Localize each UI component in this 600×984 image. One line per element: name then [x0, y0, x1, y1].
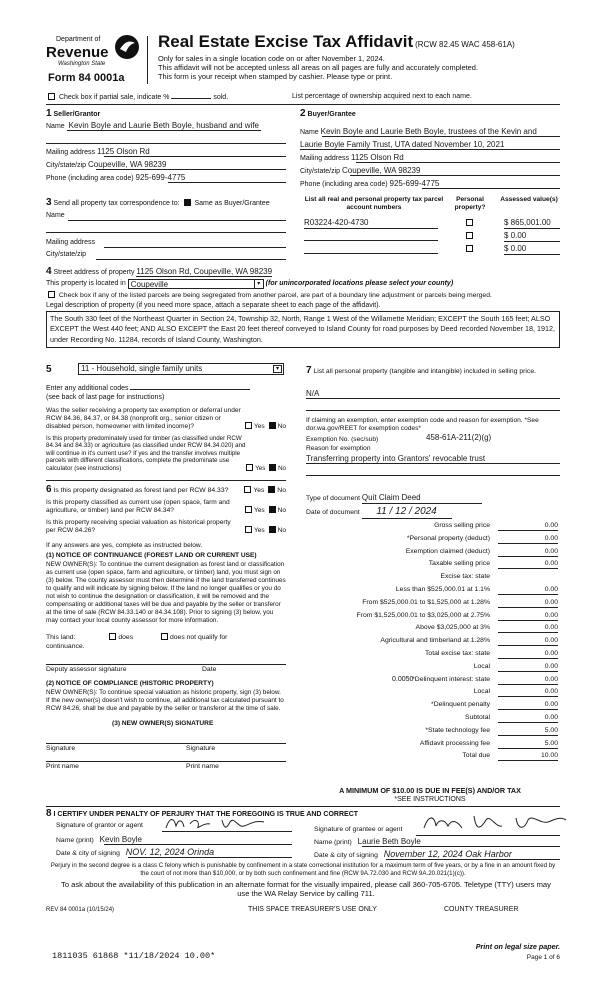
tax-row-label: Total due [462, 752, 490, 760]
owner-print-label-1: Print name [46, 763, 79, 770]
assessed-value[interactable]: $ 0.00 [504, 244, 560, 255]
assessed-value[interactable]: $ 0.00 [504, 231, 560, 242]
section3-num: 3 [46, 197, 52, 208]
partial-pct-field[interactable] [171, 98, 211, 99]
exemption-question-text: Was the seller receiving a property tax exemption or deferral under RCW 84.36, 84.37, or 84.38 (nonprofit org., senior citizen or disabled person, homeowner with limited income)? [46, 407, 241, 430]
tax-row [300, 676, 558, 686]
buyer-city-label: City/state/zip [300, 168, 341, 175]
buyer-heading [300, 108, 356, 120]
current-use-question [46, 499, 286, 515]
tax-row-value[interactable]: 0.00 [498, 676, 558, 685]
section6-num: 6 [46, 484, 52, 495]
header-note-1: Only for sales in a single location code on or after November 1, 2024. [158, 54, 385, 63]
grantee-signature-label: Signature of grantee or agent [314, 826, 403, 833]
located-label: This property is located in [46, 280, 126, 287]
perjury-notice: Perjury in the second degree is a class C felony which is punishable by confinement in a state correctional institution for a maximum term of five years, or by a fine in an amount fixed by the court of not more than $10,000, or by both such confinement and fine (RCW 9A.72.030 and RCW 9A.20.021(1)(c)). [50, 862, 556, 877]
grantee-date-label: Date & city of signing [314, 852, 378, 859]
s3-city-label: City/state/zip [46, 251, 87, 258]
forest-no-checkbox[interactable] [268, 486, 275, 493]
seller-phone-field[interactable]: 925-699-4775 [135, 173, 186, 182]
reason-field[interactable]: Transferring property into Grantors' revocable trust [306, 454, 486, 463]
buyer-name-label: Name [300, 129, 319, 136]
no-label: No [277, 526, 286, 534]
tax-row-value[interactable]: 0.00 [498, 548, 558, 557]
buyer-title: Buyer/Grantee [307, 111, 356, 118]
seller-num: 1 [46, 108, 52, 119]
doc-date-row [306, 506, 452, 519]
personal-property-value[interactable]: N/A [306, 389, 320, 398]
notice1-body: NEW OWNER(S): To continue the current designation as forest land or classification as current use (open space, farm and agriculture, or timber) land, you must sign on (3) below. The county assessor must then determine if the land transferred continues to qualify and will indicate by signing below. If the land no longer qualifies or you do not wish to continue the designation or classification, it will be removed and the compensating or additional taxes will be due and payable by the seller or transferor at the time of sale (RCW 84.33.140 or 84.34.108). Prior to signing (3) below, you may contact your local county assessor for more information. [46, 561, 286, 624]
buyer-num: 2 [300, 108, 306, 119]
doc-date-label: Date of document [306, 509, 360, 516]
tax-row-value[interactable]: 0.00 [498, 599, 558, 608]
tax-row [300, 637, 558, 647]
tax-row-value[interactable]: 0.00 [498, 701, 558, 710]
section5-num: 5 [46, 364, 52, 375]
historic-no-checkbox[interactable] [269, 526, 276, 533]
section6-intro: If any answers are yes, complete as instructed below. [46, 542, 203, 549]
seller-heading [46, 108, 100, 120]
q2-no-checkbox[interactable] [269, 464, 276, 471]
location-value: Coupeville [130, 280, 169, 289]
doc-date-field[interactable]: 11 / 12 / 2024 [362, 506, 452, 519]
tax-row-value[interactable]: 0.00 [498, 637, 558, 646]
buyer-mailing-field[interactable]: 1125 Olson Rd [350, 153, 404, 162]
tax-row-value[interactable]: 0.00 [498, 663, 558, 672]
parcel-row-1 [304, 218, 560, 229]
grantee-date-field[interactable]: November 12, 2024 Oak Harbor [383, 849, 512, 859]
partial-sold-label: sold. [213, 94, 229, 101]
tax-row-value[interactable]: 5.00 [498, 740, 558, 749]
local-rate: 0.0050 [392, 676, 414, 683]
tax-row-value[interactable]: 0.00 [498, 535, 558, 544]
treasurer-use-label: THIS SPACE TREASURER'S USE ONLY [248, 906, 377, 913]
tax-row-label: Total excise tax: state [425, 650, 490, 657]
recording-stamp: 1811035 61868 *11/18/2024 10.00* [52, 951, 216, 961]
tax-row-value[interactable] [498, 573, 558, 582]
seller-name-field[interactable]: Kevin Boyle and Laurie Beth Boyle, husband and wife [68, 121, 259, 130]
tax-row [300, 535, 558, 545]
buyer-name-line1[interactable]: Kevin Boyle and Laurie Beth Boyle, trustees of the Kevin and [320, 127, 537, 136]
revision-label: REV 84 0001a (10/15/24) [46, 907, 115, 913]
personal-col-header: Personal property? [454, 196, 486, 211]
does-not-label: does not qualify for [170, 634, 228, 641]
seller-city-field[interactable]: Coupeville, WA 98239 [88, 160, 167, 169]
yes-label: Yes [255, 464, 266, 472]
notice2-heading: (2) NOTICE OF COMPLIANCE (HISTORIC PROPERTY) [46, 680, 214, 687]
located-note: (for unincorporated locations please select your county) [265, 280, 454, 287]
s3-mailing-label: Mailing address [46, 239, 96, 246]
grantor-name-field[interactable]: Kevin Boyle [99, 835, 142, 844]
section8-num: 8 [46, 808, 52, 819]
doc-type-label: Type of document [306, 495, 361, 502]
historic-question [46, 519, 286, 535]
segregated-label: Check box if any of the listed parcels are being segregated from another parcel, are part of a boundary line adjustment or parcels being merged. [58, 292, 492, 299]
partial-sale-checkbox[interactable] [48, 93, 55, 100]
tax-row [300, 688, 558, 698]
codes-note: (see back of last page for instructions) [46, 394, 165, 401]
tax-row [300, 522, 558, 532]
owner-signature-label-1: Signature [46, 745, 76, 752]
grantee-signature-row [314, 826, 402, 834]
segregated-checkbox[interactable] [48, 291, 55, 298]
seller-city-label: City/state/zip [46, 162, 87, 169]
seller-name-label: Name [46, 123, 65, 130]
dept-line3: Washington State [58, 61, 106, 67]
legal-description-text: The South 330 feet of the Northeast Quarter in Section 24, Township 32, North, Range 1 West of the Willamette Meridian; EXCEPT the South 165 feet; ALSO EXCEPT the West 440 feet; AND ALSO EXCEPT the East 20 feet thereof conveyed to Island County for road purposes by Deed recorded November 18, 1912, under Recording No. 11284, records of Island County, Washington. [50, 314, 556, 344]
exemption-no-row [306, 433, 560, 444]
same-as-buyer-label: Same as Buyer/Grantee [194, 200, 270, 207]
current-use-no-checkbox[interactable] [269, 506, 276, 513]
tax-row-label: Above $3,025,000 at 3% [415, 624, 490, 632]
yes-label: Yes [253, 487, 265, 494]
deputy-date-label: Date [202, 666, 217, 673]
s3-name-label: Name [46, 212, 65, 219]
location-select[interactable] [128, 279, 264, 289]
street-field[interactable]: 1125 Olson Rd, Coupeville, WA 98239 [136, 267, 273, 276]
section3-heading [46, 197, 270, 209]
seller-title: Seller/Grantor [53, 111, 101, 118]
tax-row-label: Gross selling price [434, 522, 490, 529]
land-use-select[interactable] [78, 363, 284, 375]
q1-no-checkbox[interactable] [269, 422, 276, 429]
notice2-body: NEW OWNER(S): To continue special valuation as historic property, sign (3) below. If the new owner(s) doesn't wish to continue, all additional tax calculated pursuant to RCW 84.26, shall be due and payable by the seller or transferor at the time of sale. [46, 689, 284, 712]
current-use-question-text: Is this property classified as current use (open space, farm and agriculture, or timber) land per RCW 84.34? [46, 499, 230, 514]
exemption-question [46, 407, 286, 431]
tax-row-value[interactable]: 0.00 [498, 522, 558, 531]
tax-row [300, 740, 558, 750]
does-label: does [118, 634, 134, 641]
street-row [46, 266, 272, 278]
grantor-name-label: Name (print) [56, 837, 94, 844]
tax-row-label: Subtotal [465, 714, 490, 721]
no-label: No [277, 487, 286, 494]
historic-question-text: Is this property receiving special valuation as historical property per RCW 84.26? [46, 519, 231, 534]
exemption-no-label: Exemption No. (sec/sub) [306, 436, 379, 443]
buyer-phone-field[interactable]: 925-699-4775 [389, 179, 440, 188]
accessibility-notice: To ask about the availability of this publication in an alternate format for the visually impaired, please call 360-705-6705. Teletype (TTY) users may use the WA Relay Service by calling 711. [61, 880, 551, 899]
does-checkbox[interactable] [109, 633, 116, 640]
tax-row-label: *Personal property (deduct) [406, 534, 490, 542]
grantor-date-label: Date & city of signing [56, 850, 120, 857]
owner-signature-label-2: Signature [186, 745, 216, 752]
continuance-label: continuance. [46, 643, 85, 650]
same-as-buyer-checkbox[interactable] [184, 199, 191, 206]
tax-row-label: Local [473, 688, 490, 696]
tax-row [300, 701, 558, 711]
form-number: Form 84 0001a [48, 72, 125, 84]
grantee-signature-image[interactable] [420, 812, 570, 834]
tax-row-value[interactable]: 0.00 [498, 714, 558, 723]
assessed-col-header: Assessed value(s) [500, 196, 558, 203]
section7-num: 7 [306, 365, 312, 376]
tax-row-value[interactable]: 0.00 [498, 586, 558, 595]
exemption-label: If claiming an exemption, enter exemption code and reason for exemption. *See dor.wa.gov/REET for exemption codes* [306, 417, 539, 432]
notice3-heading: (3) NEW OWNER(S) SIGNATURE [112, 720, 214, 727]
dor-logo [46, 34, 142, 86]
tax-row-label: Affidavit processing fee [419, 739, 490, 747]
tax-row-value[interactable]: 0.00 [498, 650, 558, 659]
tax-row [300, 586, 558, 596]
q1-yes-checkbox[interactable] [245, 422, 252, 429]
seller-mailing-label: Mailing address [46, 149, 96, 156]
q2-yes-checkbox[interactable] [246, 464, 253, 471]
chevron-down-icon[interactable]: ▾ [273, 365, 282, 373]
section4-num: 4 [46, 266, 52, 277]
tax-row [300, 624, 558, 634]
land-use-value: 11 - Household, single family units [81, 364, 203, 373]
forest-question-text: Is this property designated as forest land per RCW 84.33? [53, 487, 229, 494]
seller-name-row [46, 121, 286, 131]
parcel-col-header: List all real and personal property tax parcel account numbers [304, 196, 444, 211]
tax-row [300, 548, 558, 558]
dept-line2: Revenue [46, 44, 109, 61]
grantee-name-label: Name (print) [314, 839, 352, 846]
grantee-name-field[interactable]: Laurie Beth Boyle [357, 837, 421, 846]
tax-row-label: Exemption claimed (deduct) [405, 547, 490, 555]
section3-label: Send all property tax correspondence to: [53, 200, 180, 207]
yes-label: Yes [253, 422, 265, 430]
legal-label: Legal description of property (if you need more space, attach a separate sheet to each page of the affidavit). [46, 302, 381, 309]
timber-question-text: Is this property predominately used for timber (as classified under RCW 84.34 and 84.33) or agriculture (as classified under RCW 84.34.020) and will continue in it's current use? If yes and the transfer involves multiple parcels with different classifications, complete the predominate use calculator (see instructions) [46, 435, 246, 472]
tax-row-value[interactable]: 5.00 [498, 727, 558, 736]
doc-type-row [306, 493, 482, 504]
tax-row [300, 714, 558, 724]
forest-question [46, 484, 286, 496]
segregated-row [46, 291, 492, 300]
this-land-row [46, 633, 286, 642]
parcel-number[interactable] [304, 244, 438, 254]
buyer-mailing-label: Mailing address [300, 155, 350, 162]
timber-question [46, 435, 286, 472]
chevron-down-icon[interactable]: ▾ [254, 280, 263, 288]
historic-yes-checkbox[interactable] [245, 526, 252, 533]
tax-row-label: Taxable selling price [428, 560, 490, 568]
does-not-checkbox[interactable] [161, 633, 168, 640]
street-label: Street address of property [53, 269, 135, 276]
tax-row [300, 573, 558, 583]
codes-label: Enter any additional codes [46, 385, 129, 392]
seller-mailing-field[interactable]: 1125 Olson Rd [96, 147, 150, 156]
tax-row-label: Excise tax: state [440, 573, 490, 581]
tax-row-value[interactable]: 0.00 [498, 624, 558, 633]
tax-row-label: From $1,525,000.01 to $3,025,000 at 2.75% [356, 611, 490, 619]
located-row [46, 279, 453, 289]
county-treasurer-label: COUNTY TREASURER [444, 906, 519, 913]
partial-sale-row [46, 93, 228, 102]
tax-row [300, 752, 558, 762]
reason-label: Reason for exemption [306, 445, 371, 452]
grantor-signature-image[interactable] [164, 814, 274, 832]
this-land-label: This land: [46, 634, 76, 641]
personal-property-checkbox[interactable] [466, 245, 473, 252]
current-use-yes-checkbox[interactable] [245, 506, 252, 513]
wa-logo-icon [114, 34, 140, 60]
tax-row-label: Local [473, 662, 490, 670]
tax-row-label: *Delinquent interest: state [412, 675, 490, 683]
header-note-2: This affidavit will not be accepted unless all areas on all pages are fully and accurately completed. [158, 63, 478, 72]
buyer-name-line2[interactable]: Laurie Boyle Family Trust, UTA dated November 10, 2021 [300, 140, 505, 149]
tax-row [300, 663, 558, 673]
tax-row [300, 727, 558, 737]
forest-yes-checkbox[interactable] [244, 486, 251, 493]
buyer-phone-label: Phone (including area code) [300, 181, 388, 188]
minimum-due-note: A MINIMUM OF $10.00 IS DUE IN FEE(S) AND/OR TAX [339, 786, 521, 795]
tax-row-label: Less than $525,000.01 at 1.1% [395, 586, 490, 593]
buyer-city-field[interactable]: Coupeville, WA 98239 [342, 166, 421, 175]
parcel-number[interactable] [304, 231, 438, 241]
deputy-signature-label: Deputy assessor signature [46, 666, 127, 673]
header-note-3: This form is your receipt when stamped by cashier. Please type or print. [158, 72, 393, 81]
parcel-row-2 [304, 231, 560, 242]
yes-label: Yes [253, 506, 265, 514]
tax-row-label: From $525,000.01 to $1,525,000 at 1.28% [362, 598, 490, 606]
title-ref: (RCW 82.45 WAC 458-61A) [415, 40, 515, 49]
legal-description-box[interactable] [46, 311, 560, 348]
yes-label: Yes [253, 526, 265, 534]
partial-sale-label: Check box if partial sale, indicate % [58, 94, 170, 101]
grantor-date-field[interactable]: NOV. 12, 2024 Orinda [125, 847, 215, 857]
parcel-row-3 [304, 244, 560, 255]
personal-property-checkbox[interactable] [466, 219, 473, 226]
grantor-signature-label: Signature of grantor or agent [56, 822, 143, 829]
tax-row [300, 599, 558, 609]
tax-row-value[interactable]: 0.00 [498, 688, 558, 697]
legal-size-note: Print on legal size paper. [475, 942, 560, 951]
notice1-heading: (1) NOTICE OF CONTINUANCE (FOREST LAND OR CURRENT USE) [46, 552, 257, 559]
tax-row-label: *Delinquent penalty [431, 701, 490, 709]
seller-phone-label: Phone (including area code) [46, 175, 134, 182]
tax-row [300, 612, 558, 622]
no-label: No [278, 464, 286, 472]
no-label: No [277, 506, 286, 514]
tax-row [300, 560, 558, 570]
see-instructions-note: *SEE INSTRUCTIONS [394, 796, 466, 803]
doc-type-field[interactable]: Quit Claim Deed [362, 493, 482, 504]
certify-text: I CERTIFY UNDER PENALTY OF PERJURY THAT THE FOREGOING IS TRUE AND CORRECT [53, 811, 359, 818]
personal-property-row [306, 365, 560, 377]
codes-field[interactable] [130, 389, 250, 390]
exemption-no-field[interactable]: 458-61A-211(2)(g) [426, 433, 492, 442]
parcel-number[interactable]: R03224-420-4730 [304, 218, 438, 229]
tax-row [300, 650, 558, 660]
ownership-note: List percentage of ownership acquired next to each name. [292, 93, 472, 100]
tax-row-value[interactable]: 10.00 [498, 752, 558, 761]
dept-line1: Department of [56, 36, 101, 43]
title-text: Real Estate Excise Tax Affidavit [158, 32, 414, 51]
tax-row-value[interactable]: 0.00 [498, 560, 558, 569]
tax-row-value[interactable]: 0.00 [498, 612, 558, 621]
tax-row-label: *State technology fee [425, 726, 490, 734]
assessed-value[interactable]: $ 865,001.00 [504, 218, 560, 229]
personal-property-checkbox[interactable] [466, 232, 473, 239]
page-number: Page 1 of 6 [526, 954, 560, 961]
no-label: No [277, 422, 286, 430]
tax-row-label: Agricultural and timberland at 1.28% [380, 637, 490, 645]
owner-print-label-2: Print name [186, 763, 219, 770]
personal-property-label: List all personal property (tangible and intangible) included in selling price. [313, 368, 536, 375]
page-title [158, 32, 515, 52]
codes-row [46, 385, 250, 393]
